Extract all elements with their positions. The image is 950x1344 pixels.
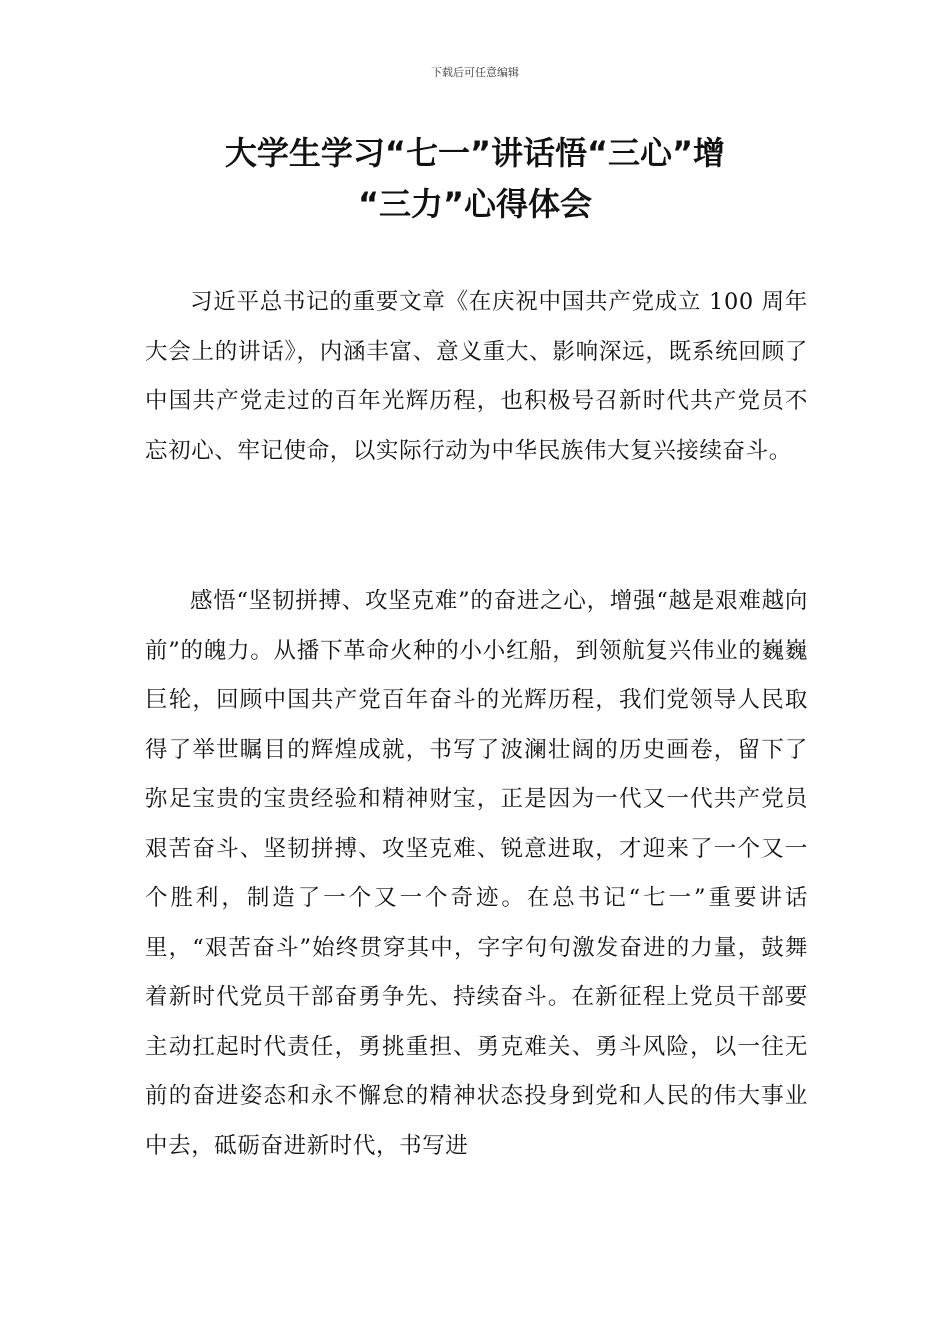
document-title bbox=[120, 128, 830, 230]
title-line-1: 大学生学习“七一”讲话悟“三心”增 bbox=[224, 134, 726, 172]
paragraph-intro: 习近平总书记的重要文章《在庆祝中国共产党成立 100 周年大会上的讲话》，内涵丰富、意义重大、影响深远，既系统回顾了中国共产党走过的百年光辉历程，也积极号召新时代共产党员不忘初心、牢记使命，以实际行动为中华民族伟大复兴接续奋斗。 bbox=[145, 289, 808, 464]
paragraph-struggle-spirit: 感悟“坚韧拼搏、攻坚克难”的奋进之心，增强“越是艰难越向前”的魄力。从播下革命火种的小小红船，到领航复兴伟业的巍巍巨轮，回顾中国共产党百年奋斗的光辉历程，我们党领导人民取得了举世瞩目的辉煌成就，书写了波澜壮阔的历史画卷，留下了弥足宝贵的宝贵经验和精神财宝，正是因为一代又一代共产党员艰苦奋斗、坚韧拼搏、攻坚克难、锐意进取，才迎来了一个又一个胜利，制造了一个又一个奇迹。在总书记“七一”重要讲话里，“艰苦奋斗”始终贯穿其中，字字句句激发奋进的力量，鼓舞着新时代党员干部奋勇争先、持续奋斗。在新征程上党员干部要主动扛起时代责任，勇挑重担、勇克难关、勇斗风险，以一往无前的奋进姿态和永不懈怠的精神状态投身到党和人民的伟大事业中去，砥砺奋进新时代，书写进 bbox=[145, 588, 808, 1159]
header-note: 下载后可任意编辑 bbox=[431, 66, 519, 79]
title-line-2: “三力”心得体会 bbox=[357, 185, 593, 223]
